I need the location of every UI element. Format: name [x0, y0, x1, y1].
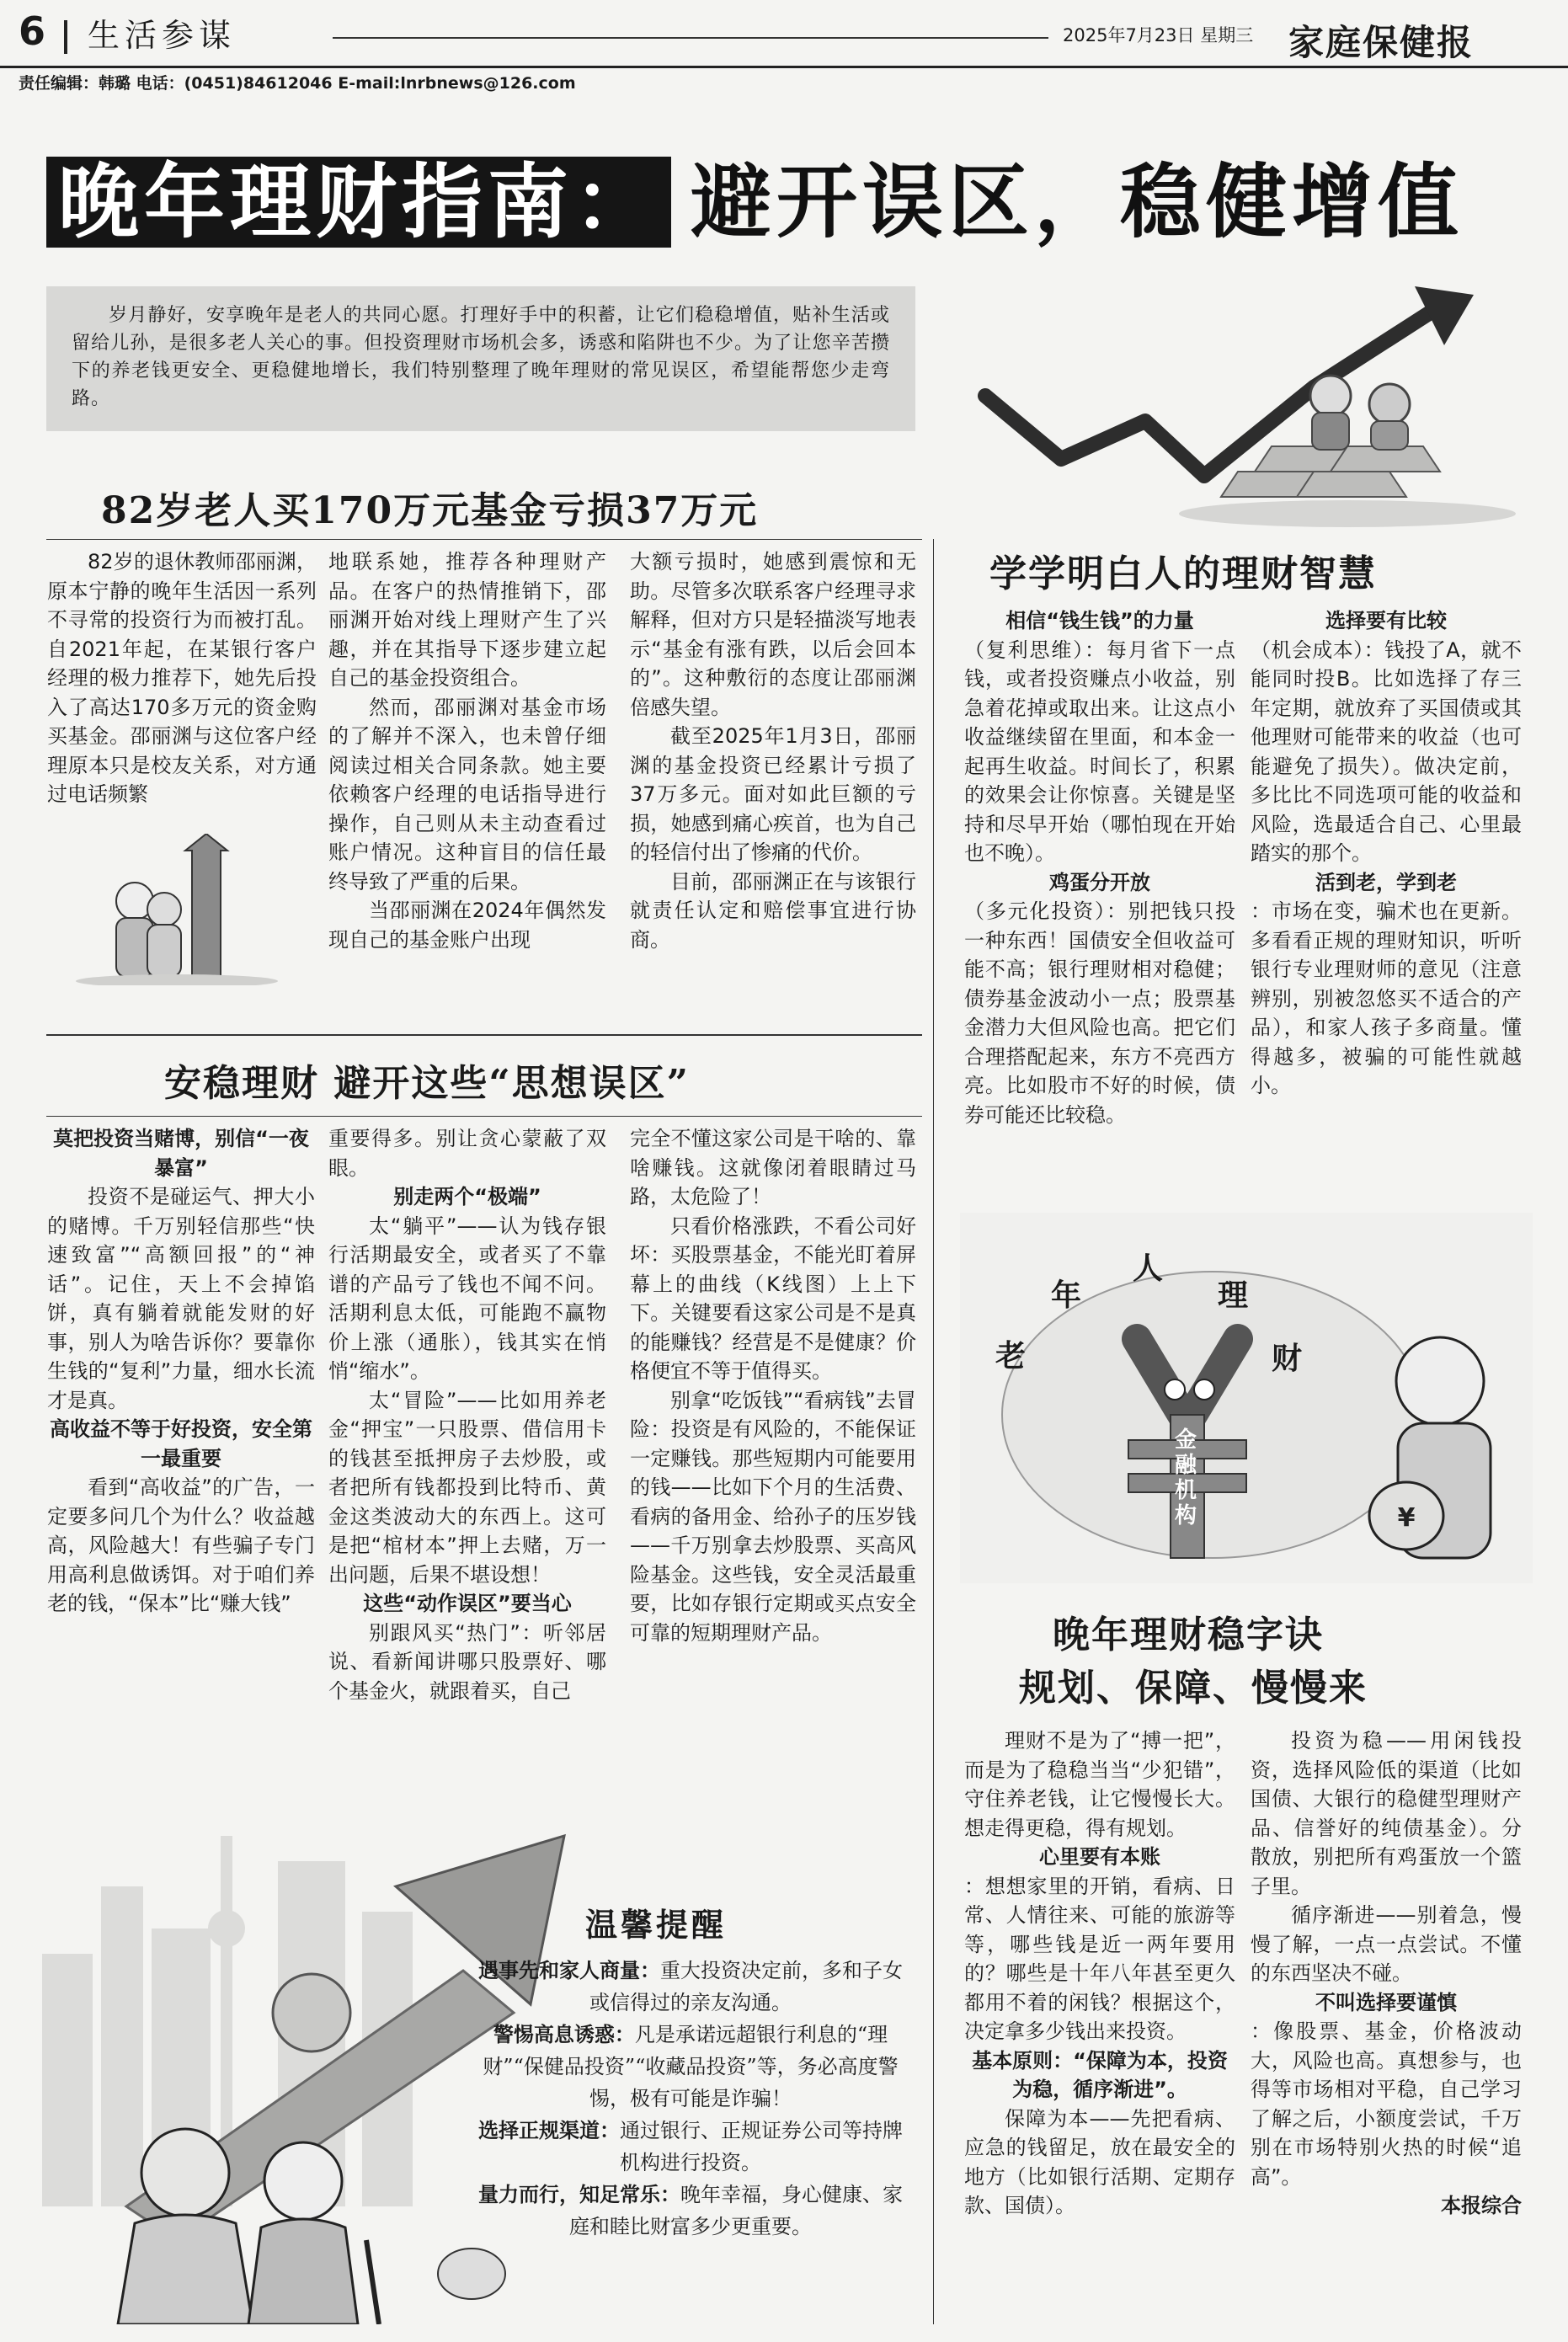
illus-char-cai: 财 [1272, 1342, 1303, 1376]
article2-title: 安稳理财 避开这些“思想误区” [164, 1062, 690, 1105]
article4-paragraph: 保障为本——先把看病、应急的钱留足，放在最安全的地方（比如银行活期、定期存款、国债）。 [964, 2106, 1235, 2217]
article4-text: ：想想家里的开销，看病、日常、人情往来、可能的旅游等等，哪些钱是近一两年要用的？哪些是十年八年甚至更久都用不着的闲钱？根据这个，决定拿多少钱出来投资。 [964, 1874, 1235, 2043]
article2-paragraph: 太“躺平”——认为钱存银行活期最安全，或者买了不靠谱的产品亏了钱也不闻不问。活期利息太低，可能跑不赢物价上涨（通胀），钱其实在悄悄“缩水”。 [328, 1214, 606, 1383]
svg-text:¥: ¥ [1397, 1503, 1416, 1533]
newspaper-name: 家庭保健报 [1288, 22, 1475, 63]
article2-column-1 [47, 1124, 315, 1619]
article3-text: （机会成本）：钱投了A，就不能同时投B。比如选择了存三年定期，就放弃了买国债或其他理财可能带来的收益（也可能避免了损失）。做决定前，多比比不同选项可能的收益和风险，选最适合自己、心里最踏实的那个。 [1251, 638, 1522, 865]
article4-title-1: 晚年理财稳字诀 [1053, 1614, 1324, 1656]
article1-paragraph: 地联系她，推荐各种理财产品。在客户的热情推销下，邵丽渊开始对线上理财产生了兴趣，并在其指导下逐步建立起自己的基金投资组合。 [328, 550, 606, 690]
article3-column-2 [1251, 606, 1522, 1101]
tip-item [472, 1955, 909, 2019]
article2-paragraph: 太“冒险”——比如用养老金“押宝”一只股票、借信用卡的钱甚至抵押房子去炒股，或者把所有钱都投到比特币、黄金这类波动大的东西上。这可是把“棺材本”押上去赌，万一出问题，后果不堪设想！ [328, 1388, 606, 1587]
article4-lead: 心里要有本账 [1039, 1845, 1160, 1869]
illus-label-financial-institution: 金融机构 [1175, 1427, 1197, 1528]
illus-char-nian: 年 [1051, 1278, 1082, 1313]
article3-text: ：市场在变，骗术也在更新。多看看正规的理财知识，听听银行专业理财师的意见（注意辨别，别被忽悠买不适合的产品），和家人孩子多商量。懂得越多，被骗的可能性就越小。 [1251, 899, 1522, 1097]
article3-lead: 选择要有比较 [1325, 609, 1447, 632]
article2-subheading: 别走两个“极端” [393, 1185, 541, 1208]
tip-text: 凡是承诺远超银行利息的“理财”“保健品投资”“收藏品投资”等，务必高度警惕，极有可能是诈骗！ [483, 2023, 899, 2110]
article1-paragraph: 82岁的退休教师邵丽渊，原本宁静的晚年生活因一系列不寻常的投资行为而被打乱。自2021年起，在某银行客户经理的极力推荐下，她先后投入了高达170多万元的资金购买基金。邵丽渊与这位客户经理原本只是校友关系，对方通过电话频繁 [47, 550, 317, 806]
article4-paragraph: 理财不是为了“搏一把”，而是为了稳稳当当“少犯错”，守住养老钱，让它慢慢长大。想走得更稳，得有规划。 [964, 1729, 1235, 1840]
article2-column-3 [630, 1124, 916, 1647]
article1-top-rule [46, 539, 922, 540]
tip-text: 重大投资决定前，多和子女或信得过的亲友沟通。 [589, 1959, 903, 2014]
article3-text: （复利思维）：每月省下一点钱，或者投资赚点小收益，别急着花掉或取出来。让这点小收益继续留在里面，和本金一起再生收益。时间长了，积累的效果会让你惊喜。关键是坚持和尽早开始（哪怕现在开始也不晚）。 [964, 638, 1235, 865]
tips-content [472, 1955, 909, 2243]
article4-column-1 [964, 1726, 1235, 2221]
article3-column-1 [964, 606, 1235, 1129]
page-number: 6 [19, 8, 46, 54]
lead-paragraph: 岁月静好，安享晚年是老人的共同心愿。打理好手中的积蓄，让它们稳稳增值，贴补生活或留给儿孙，是很多老人关心的事。但投资理财市场机会多，诱惑和陷阱也不少。为了让您辛苦攒下的养老钱更安全、更稳健地增长，我们特别整理了晚年理财的常见误区，希望能帮您少走弯路。 [46, 286, 915, 431]
article2-column-2 [328, 1124, 606, 1705]
article4-byline: 本报综合 [1441, 2194, 1522, 2217]
illus-char-ren: 人 [1133, 1251, 1164, 1286]
article1-title: 82岁老人买170万元基金亏损37万元 [101, 489, 759, 532]
article2-subheading: 莫把投资当赌博，别信“一夜暴富” [53, 1127, 309, 1180]
illus-char-lao: 老 [995, 1339, 1027, 1374]
article2-paragraph: 看到“高收益”的广告，一定要多问几个为什么？收益越高，风险越大！有些骗子专门用高利息做诱饵。对于咱们养老的钱，“保本”比“赚大钱” [47, 1475, 315, 1615]
article4-subheading: 基本原则：“保障为本，投资为稳，循序渐进”。 [972, 2048, 1228, 2101]
article3-paragraph [1251, 606, 1522, 868]
article4-paragraph: 循序渐进——别着急，慢慢了解，一点一点尝试。不懂的东西坚决不碰。 [1251, 1903, 1522, 1985]
article2-paragraph: 别拿“吃饭钱”“看病钱”去冒险：投资是有风险的，不能保证一定赚钱。那些短期内可能要用的钱——比如下个月的生活费、看病的备用金、给孙子的压岁钱——千万别拿去炒股票、买高风险基金。这些钱，安全灵活最重要，比如存银行定期或买点安全可靠的短期理财产品。 [630, 1388, 916, 1645]
tip-text: 晚年幸福，身心健康、家庭和睦比财富多少更重要。 [569, 2183, 903, 2238]
issue-date: 2025年7月23日 星期三 [1063, 25, 1254, 45]
tip-lead: 量力而行，知足常乐： [478, 2182, 680, 2206]
article4-paragraph: 投资为稳——用闲钱投资，选择风险低的渠道（比如国债、大银行的稳健型理财产品、信誉好的纯债基金）。分散放，别把所有鸡蛋放一个篮子里。 [1251, 1729, 1522, 1898]
header-divider [64, 20, 67, 54]
article1-paragraph: 当邵丽渊在2024年偶然发现自己的基金账户出现 [328, 899, 606, 952]
article2-paragraph: 完全不懂这家公司是干啥的、靠啥赚钱。这就像闭着眼睛过马路，太危险了！ [630, 1127, 916, 1208]
article4-title-2: 规划、保障、慢慢来 [1019, 1667, 1368, 1710]
article1-paragraph: 目前，邵丽渊正在与该银行就责任认定和赔偿事宜进行协商。 [630, 869, 916, 952]
tips-title: 温馨提醒 [585, 1907, 728, 1944]
article2-paragraph: 只看价格涨跌，不看公司好坏：买股票基金，不能光盯着屏幕上的曲线（K线图）上上下下。关键要看这家公司是不是真的能赚钱？经营是不是健康？价格便宜不等于值得买。 [630, 1214, 916, 1383]
tip-item [472, 2019, 909, 2115]
header-rule [0, 66, 1568, 68]
article3-lead: 鸡蛋分开放 [1049, 870, 1150, 894]
tip-item [472, 2115, 909, 2179]
article1-paragraph: 截至2025年1月3日，邵丽渊的基金投资已经累计亏损了37万多元。面对如此巨额的亏损，她感到痛心疾首，也为自己的轻信付出了惨痛的代价。 [630, 724, 916, 864]
article2-paragraph: 重要得多。别让贪心蒙蔽了双眼。 [328, 1127, 606, 1180]
article3-paragraph [964, 868, 1235, 1130]
article4-text: ：像股票、基金，价格波动大，风险也高。真想参与，也得等市场相对平稳，自己学习了解之后，小额度尝试，千万别在市场特别火热的时候“追高”。 [1251, 2019, 1522, 2189]
article3-paragraph [1251, 868, 1522, 1101]
section-name: 生活参谋 [88, 17, 237, 54]
article1-column-3 [630, 547, 916, 954]
article2-paragraph: 别跟风买“热门”：听邻居说、看新闻讲哪只股票好、哪个基金火，就跟着买，自己 [328, 1620, 606, 1703]
right-column-divider [933, 539, 934, 2324]
article1-paragraph: 然而，邵丽渊对基金市场的了解并不深入，也未曾仔细阅读过相关合同条款。她主要依赖客户经理的电话指导进行操作，自己则从未主动查看过账户情况。这种盲目的信任最终导致了严重的后果。 [328, 695, 606, 894]
article2-subheading: 高收益不等于好投资，安全第一最重要 [50, 1417, 312, 1470]
financial-institution-illustration [960, 1213, 1533, 1583]
illus-char-li: 理 [1218, 1278, 1249, 1313]
article4-lead: 不叫选择要谨慎 [1315, 1990, 1457, 2014]
article4-column-2 [1251, 1726, 1522, 2221]
tip-item [472, 2179, 909, 2243]
tips-box [472, 1899, 909, 2320]
tip-lead: 选择正规渠道： [478, 2118, 620, 2142]
tip-lead: 遇事先和家人商量： [478, 1958, 660, 1982]
elderly-couple-illustration [59, 834, 303, 985]
article2-subheading: 这些“动作误区”要当心 [363, 1592, 572, 1615]
article3-text: （多元化投资）：别把钱只投一种东西！国债安全但收益可能不高；银行理财相对稳健；债券基金波动小一点；股票基金潜力大但风险也高。把它们合理搭配起来，东方不亮西方亮。比如股市不好的时候，债券可能还比较稳。 [964, 899, 1235, 1127]
tip-text: 通过银行、正规证券公司等持牌机构进行投资。 [620, 2119, 903, 2174]
main-title-part1: 晚年理财指南： [46, 157, 671, 248]
article2-top-rule [46, 1116, 922, 1117]
editor-line: 责任编辑：韩璐 电话：(0451)84612046 E-mail:lnrbnews@126.com [19, 74, 576, 93]
article4-paragraph [1251, 1988, 1522, 2192]
article3-lead: 相信“钱生钱”的力量 [1005, 609, 1194, 632]
main-title-part2: 避开误区，稳健增值 [691, 155, 1464, 249]
header-line [333, 37, 1048, 39]
article1-column-2 [328, 547, 606, 954]
investment-arrow-illustration [960, 278, 1533, 531]
tip-lead: 警惕高息诱惑： [493, 2022, 635, 2046]
article1-column-1 [47, 547, 317, 809]
article2-paragraph: 投资不是碰运气、押大小的赌博。千万别轻信那些“快速致富”“高额回报”的“神话”。记住，天上不会掉馅饼，真有躺着就能发财的好事，别人为啥告诉你？要靠你生钱的“复利”力量，细水长流才是真。 [47, 1185, 315, 1412]
article3-lead: 活到老，学到老 [1315, 870, 1457, 894]
article1-bottom-rule [46, 1034, 922, 1036]
article4-paragraph [964, 1843, 1235, 2046]
article3-title: 学学明白人的理财智慧 [989, 552, 1377, 595]
article1-paragraph: 大额亏损时，她感到震惊和无助。尽管多次联系客户经理寻求解释，但对方只是轻描淡写地表示“基金有涨有跌，以后会回本的”。这种敷衍的态度让邵丽渊倍感失望。 [630, 550, 916, 719]
article3-paragraph [964, 606, 1235, 868]
